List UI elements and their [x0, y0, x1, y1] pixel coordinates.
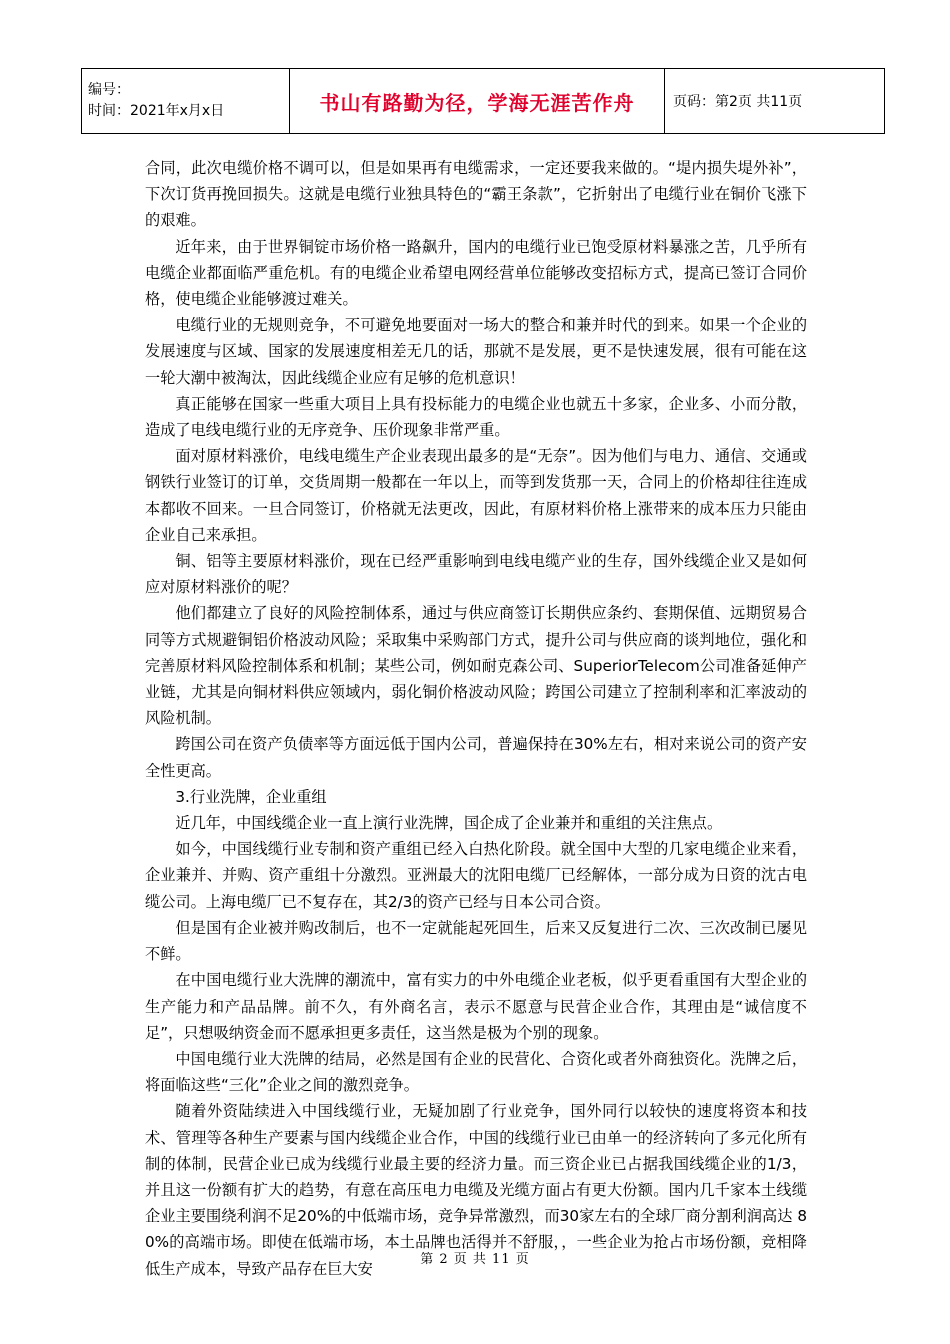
body-paragraph: 近几年，中国线缆企业一直上演行业洗牌，国企成了企业兼并和重组的关注焦点。	[175, 814, 723, 833]
body-paragraph: 如今，中国线缆行业专制和资产重组已经入白热化阶段。就全国中大型的几家电缆企业来看，企业兼并、并购、资产重组十分激烈。亚洲最大的沈阳电缆厂已经解体，一部分成为日资的沈古电缆公司。上海电缆厂已不复存在，其2/3的资产已经与日本公司合资。	[145, 840, 807, 911]
body-paragraph: 合同，此次电缆价格不调可以，但是如果再有电缆需求，一定还要我来做的。“堤内损失堤外补”，下次订货再挽回损失。这就是电缆行业独具特色的“霸王条款”，它折射出了电缆行业在铜价飞涨下的艰难。	[145, 159, 807, 230]
body-paragraph: 铜、铝等主要原材料涨价，现在已经严重影响到电线电缆产业的生存，国外线缆企业又是如何应对原材料涨价的呢？	[145, 552, 807, 597]
body-paragraph: 中国电缆行业大洗牌的结局，必然是国有企业的民营化、合资化或者外商独资化。洗牌之后，将面临这些“三化”企业之间的激烈竞争。	[145, 1049, 807, 1095]
header-meta-cell	[82, 69, 290, 134]
body-paragraph: 真正能够在国家一些重大项目上具有投标能力的电缆企业也就五十多家，企业多、小而分散，造成了电线电缆行业的无序竞争、压价现象非常严重。	[145, 394, 807, 440]
header-page-cell	[665, 69, 885, 134]
header-page-label: 页码：第2页 共11页	[673, 94, 803, 110]
body-paragraph: 随着外资陆续进入中国线缆行业，无疑加剧了行业竞争，国外同行以较快的速度将资本和技术、管理等各种生产要素与国内线缆企业合作，中国的线缆行业已由单一的经济转向了多元化所有制的体制，民营企业已成为线缆行业最主要的经济力量。而三资企业已占据我国线缆企业的1/3，并且这一份额有扩大的趋势，有意在高压电力电缆及光缆方面占有更大份额。国内几千家本土线缆企业主要围绕利润不足20%的中低端市场，竞争异常激烈，而30家左右的全球厂商分割利润高达 80%的高端市场。即使在低端市场，本土品牌也活得并不舒服，，一些企业为抢占市场份额，竞相降低生产成本，导致产品存在巨大安	[145, 1102, 807, 1278]
body-paragraph: 他们都建立了良好的风险控制体系，通过与供应商签订长期供应条约、套期保值、远期贸易合同等方式规避铜铝价格波动风险；采取集中采购部门方式，提升公司与供应商的谈判地位，强化和完善原材料风险控制体系和机制；某些公司，例如耐克森公司、SuperiorTelecom公司准备延伸产业链，尤其是向铜材料供应领域内，弱化铜价格波动风险；跨国公司建立了控制利率和汇率波动的风险机制。	[145, 604, 807, 728]
page-footer: 第 2 页 共 11 页	[420, 1252, 530, 1267]
body-paragraph: 但是国有企业被并购改制后，也不一定就能起死回生，后来又反复进行二次、三次改制已屡见不鲜。	[145, 918, 807, 964]
body-paragraph: 面对原材料涨价，电线电缆生产企业表现出最多的是“无奈”。因为他们与电力、通信、交通或钢铁行业签订的订单，交货周期一般都在一年以上，而等到发货那一天，合同上的价格却往往连成本都收不回来。一旦合同签订，价格就无法更改，因此，有原材料价格上涨带来的成本压力只能由企业自己来承担。	[145, 447, 807, 544]
document-body	[145, 155, 807, 1282]
body-paragraph: 近年来，由于世界铜锭市场价格一路飙升，国内的电缆行业已饱受原材料暴涨之苦，几乎所有电缆企业都面临严重危机。有的电缆企业希望电网经营单位能够改变招标方式，提高已签订合同价格，使电缆企业能够渡过难关。	[145, 237, 807, 309]
body-paragraph: 跨国公司在资产负债率等方面远低于国内公司，普遍保持在30%左右，相对来说公司的资产安全性更高。	[145, 735, 807, 780]
body-paragraph: 电缆行业的无规则竞争，不可避免地要面对一场大的整合和兼并时代的到来。如果一个企业的发展速度与区域、国家的发展速度相差无几的话，那就不是发展，更不是快速发展，很有可能在这一轮大潮中被淘汰，因此线缆企业应有足够的危机意识！	[145, 316, 807, 387]
header-motto-cell	[290, 69, 665, 134]
document-header	[81, 68, 885, 134]
document-number-label: 编号：	[88, 82, 130, 98]
body-paragraph: 在中国电缆行业大洗牌的潮流中，富有实力的中外电缆企业老板，似乎更看重国有大型企业的生产能力和产品品牌。前不久，有外商名言，表示不愿意与民营企业合作，其理由是“诚信度不足”，只想吸纳资金而不愿承担更多责任，这当然是极为个别的现象。	[145, 971, 807, 1042]
document-date-label: 时间：2021年x月x日	[88, 103, 225, 119]
header-motto: 书山有路勤为径，学海无涯苦作舟	[319, 90, 635, 115]
section-heading: 3.行业洗牌，企业重组	[175, 787, 327, 806]
